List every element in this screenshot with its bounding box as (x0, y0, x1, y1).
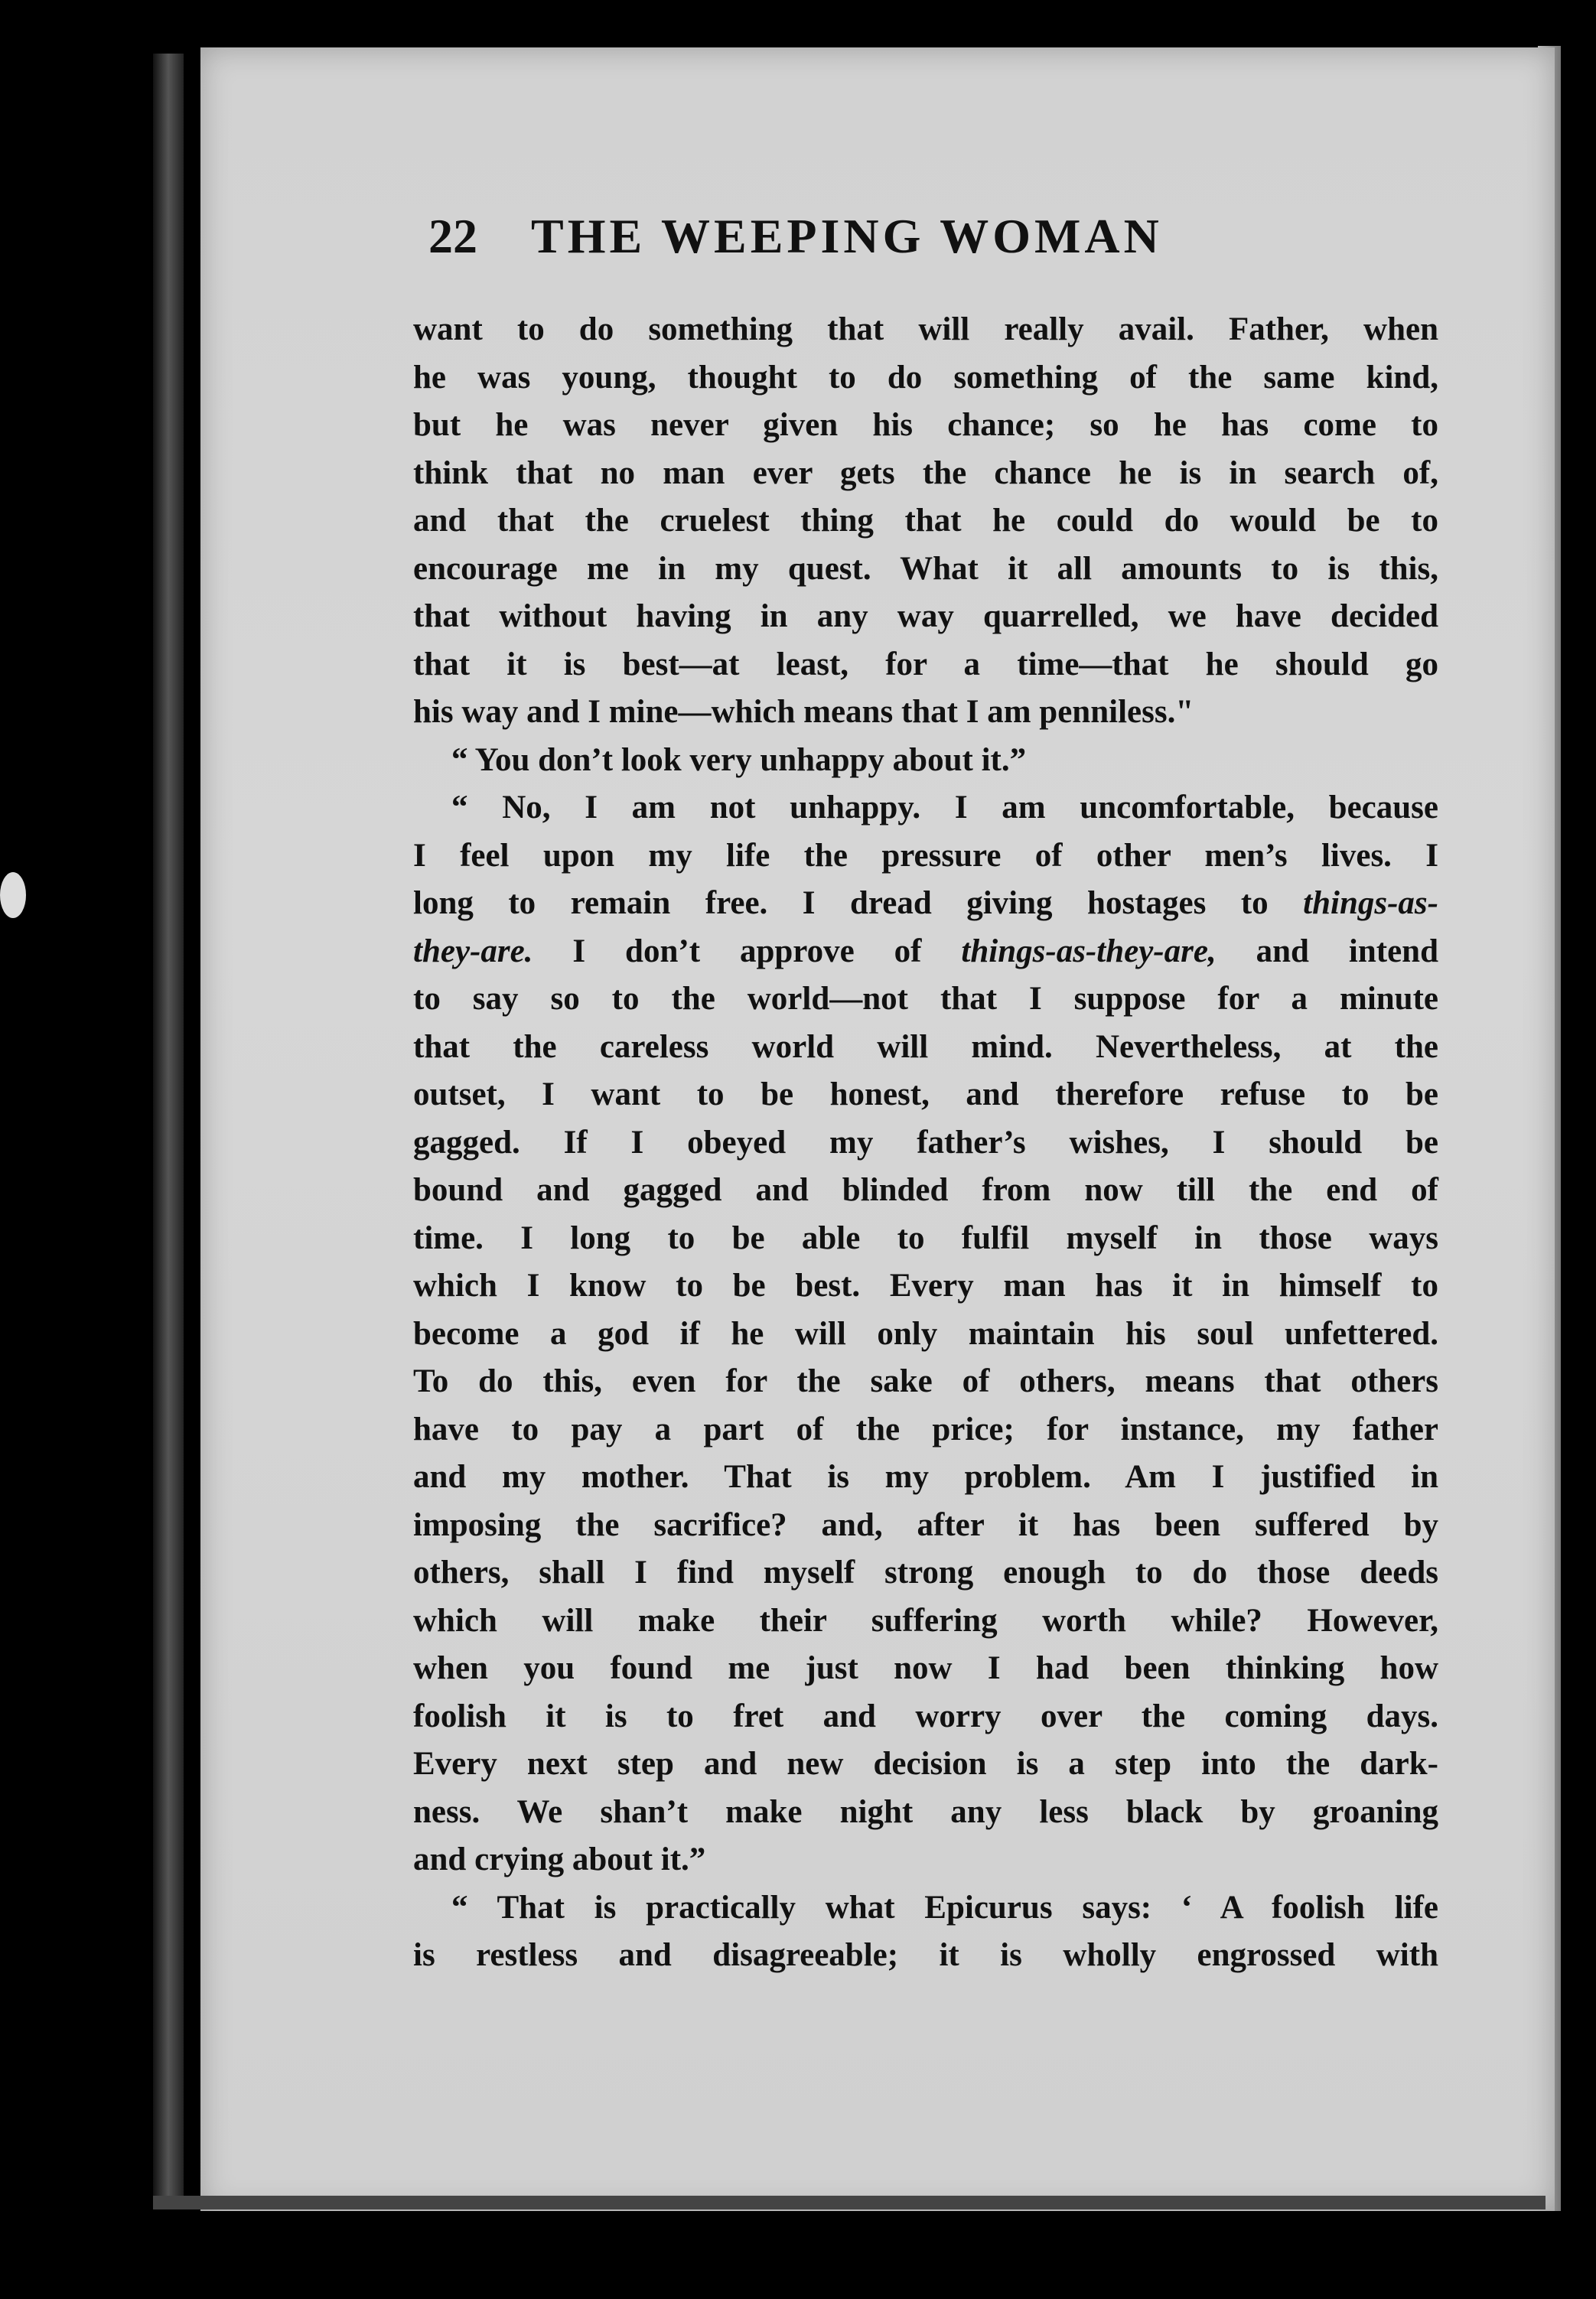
text-line: imposing the sacrifice? and, after it has been suffered by (413, 1506, 1438, 1543)
italic-run: they-are. (413, 933, 533, 969)
text-line: want to do something that will really avail. Father, when (413, 311, 1438, 347)
text-line: he was young, thought to do something of the same kind, (413, 359, 1438, 396)
text-line: and crying about it.” (413, 1841, 706, 1877)
text-line: when you found me just now I had been thinking how (413, 1650, 1438, 1686)
text-line: others, shall I find myself strong enough to do those deeds (413, 1555, 1438, 1591)
text-run: and intend (1216, 933, 1438, 969)
italic-run: things-as- (1303, 885, 1438, 921)
text-line: think that no man ever gets the chance he is in search of, (413, 454, 1438, 491)
text-line: Every next step and new decision is a step into the dark- (413, 1746, 1438, 1782)
text-line: foolish it is to fret and worry over the coming days. (413, 1698, 1438, 1734)
text-line: that without having in any way quarrelled, we have decided (413, 598, 1438, 634)
text-run: I don’t approve of (533, 933, 962, 969)
text-line: to say so to the world—not that I suppose for a minute (413, 981, 1438, 1017)
text-line: and that the cruelest thing that he could do would be to (413, 503, 1438, 539)
text-line: “ You don’t look very unhappy about it.” (451, 741, 1027, 778)
page-number: 22 (428, 209, 477, 263)
text-line: which I know to be best. Every man has it in himself to (413, 1268, 1438, 1304)
text-line: that the careless world will mind. Nevertheless, at the (413, 1028, 1438, 1065)
text-line: but he was never given his chance; so he has come to (413, 407, 1438, 443)
text-run: long to remain free. I dread giving hostages to (413, 885, 1269, 921)
text-line: his way and I mine—which means that I am penniless." (413, 694, 1194, 730)
text-line: have to pay a part of the price; for instance, my father (413, 1411, 1438, 1447)
text-line: that it is best—at least, for a time—that he should go (413, 646, 1438, 682)
text-line: become a god if he will only maintain his soul unfettered. (413, 1315, 1438, 1352)
text-line: bound and gagged and blinded from now till the end of (413, 1172, 1438, 1208)
text-line (413, 880, 1438, 928)
book-spine-edge (153, 54, 184, 2196)
running-header (428, 208, 1285, 285)
text-line: encourage me in my quest. What it all amounts to is this, (413, 550, 1438, 587)
text-line: To do this, even for the sake of others, means that others (413, 1363, 1438, 1399)
text-line: time. I long to be able to fulfil myself in those ways (413, 1220, 1438, 1256)
text-line: outset, I want to be honest, and therefore refuse to be (413, 1076, 1438, 1112)
body-text (413, 306, 1438, 1980)
running-title: THE WEEPING WOMAN (531, 209, 1163, 263)
text-line: “ That is practically what Epicurus says: ‘ A foolish life (451, 1889, 1438, 1926)
text-line: and my mother. That is my problem. Am I justified in (413, 1459, 1438, 1495)
text-line: “ No, I am not unhappy. I am uncomfortable, because (451, 790, 1438, 825)
scan-artifact (0, 872, 26, 918)
text-line: ness. We shan’t make night any less black by groaning (413, 1793, 1438, 1830)
text-line: I feel upon my life the pressure of other men’s lives. I (413, 837, 1438, 874)
text-line: gagged. If I obeyed my father’s wishes, I should be (413, 1124, 1438, 1161)
text-line: which will make their suffering worth while? However, (413, 1602, 1438, 1639)
page-bottom-edge (153, 2196, 1546, 2209)
text-line (413, 928, 1438, 976)
text-line: is restless and disagreeable; it is wholly engrossed with (413, 1937, 1438, 1973)
italic-run: things-as-they-are, (961, 933, 1217, 969)
